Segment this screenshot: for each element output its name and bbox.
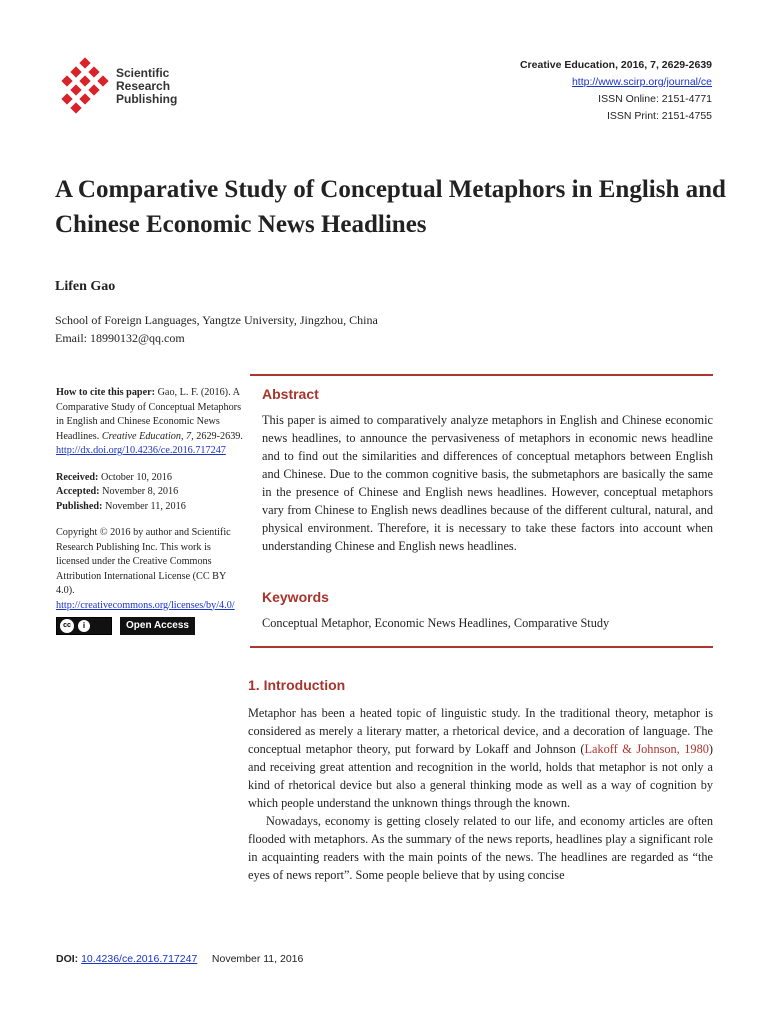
received-date: Received: October 10, 2016	[56, 471, 172, 483]
publisher-name: Scientific Research Publishing	[116, 66, 178, 106]
journal-info	[520, 57, 712, 125]
journal-url-link[interactable]: http://www.scirp.org/journal/ce	[571, 76, 712, 88]
footer-doi-link[interactable]: 10.4236/ce.2016.717247	[81, 953, 198, 965]
author-affiliation	[55, 311, 378, 347]
author-name: Lifen Gao	[55, 279, 116, 294]
abstract-top-rule	[250, 374, 713, 376]
affiliation-text: School of Foreign Languages, Yangtze University, Jingzhou, China	[55, 313, 378, 327]
paper-title: A Comparative Study of Conceptual Metaphors in English and Chinese Economic News Headlines	[55, 176, 726, 238]
intro-paragraph: Metaphor has been a heated topic of linguistic study. In the traditional theory, metaphor is considered as merely a literary matter, a rhetorical device, and a decoration of language. The conceptual metaphor theory, put forward by Lokaff and Johnson (Lakoff & Johnson, 1980) and receiving great attention and recognition in the world, holds that metaphor is not only a kind of rhetorical device but also a general thinking mode as well as a way of cognition by which people understand the unknown things through the known.	[248, 706, 713, 810]
author-email: Email: 18990132@qq.com	[55, 331, 185, 345]
published-date: Published: November 11, 2016	[56, 500, 186, 512]
open-access-badge[interactable]: Open Access	[120, 617, 195, 635]
issn-print: ISSN Print: 2151-4755	[606, 110, 712, 122]
keywords-heading: Keywords	[262, 589, 329, 605]
reference-link[interactable]: Lakoff & Johnson, 1980	[584, 742, 709, 756]
attribution-icon: i	[78, 620, 90, 632]
intro-paragraph: Nowadays, economy is getting closely related to our life, and economy articles are often flooded with metaphors. As the summary of the news reports, headlines play a significant role in acquainting readers with the main points of the news. The headlines are regarded as “the eyes of news report”. Some people believe that by using concise	[248, 814, 713, 882]
issn-online: ISSN Online: 2151-4771	[598, 93, 712, 105]
cc-icon: cc	[60, 619, 74, 633]
abstract-text: This paper is aimed to comparatively analyze metaphors in English and Chinese economic news headlines, to announce the pervasiveness of metaphors in economic news headline and to find out the similarities and differences of conceptual metaphors between English and Chinese. Due to the common cognitive basis, the submetaphors are basically the same in the presence of Chinese and English news headlines. However, conceptual metaphors vary from Chinese to English news deadlines because of the different cultural, natural, and physical environment. Therefore, it is necessary to take these factors into account when understanding Chinese and English news headlines.	[262, 413, 713, 553]
keywords-text: Conceptual Metaphor, Economic News Headlines, Comparative Study	[262, 616, 610, 630]
how-to-cite: How to cite this paper: Gao, L. F. (2016). A Comparative Study of Conceptual Metaphors in English and Chinese Economic News Headlines. Creative Education, 7, 2629-2639.	[56, 387, 243, 442]
doi-link[interactable]: http://dx.doi.org/10.4236/ce.2016.717247	[56, 445, 226, 456]
cc-by-license-icon[interactable]	[56, 617, 112, 635]
page-footer: DOI: 10.4236/ce.2016.717247 November 11, 2016	[56, 953, 304, 965]
citation-sidebar	[56, 386, 246, 635]
introduction-body	[248, 704, 713, 884]
abstract-heading: Abstract	[262, 386, 319, 402]
publisher-logo-icon	[56, 57, 114, 115]
journal-citation: Creative Education, 2016, 7, 2629-2639	[519, 59, 712, 71]
abstract-bottom-rule	[250, 646, 713, 648]
license-link[interactable]: http://creativecommons.org/licenses/by/4.0/	[56, 599, 235, 611]
footer-date: November 11, 2016	[211, 953, 304, 965]
accepted-date: Accepted: November 8, 2016	[56, 486, 179, 497]
copyright-notice: Copyright © 2016 by author and Scientific Research Publishing Inc. This work is licensed under the Creative Commons Attribution International License (CC BY 4.0).	[56, 527, 231, 596]
introduction-heading: 1. Introduction	[248, 677, 346, 693]
